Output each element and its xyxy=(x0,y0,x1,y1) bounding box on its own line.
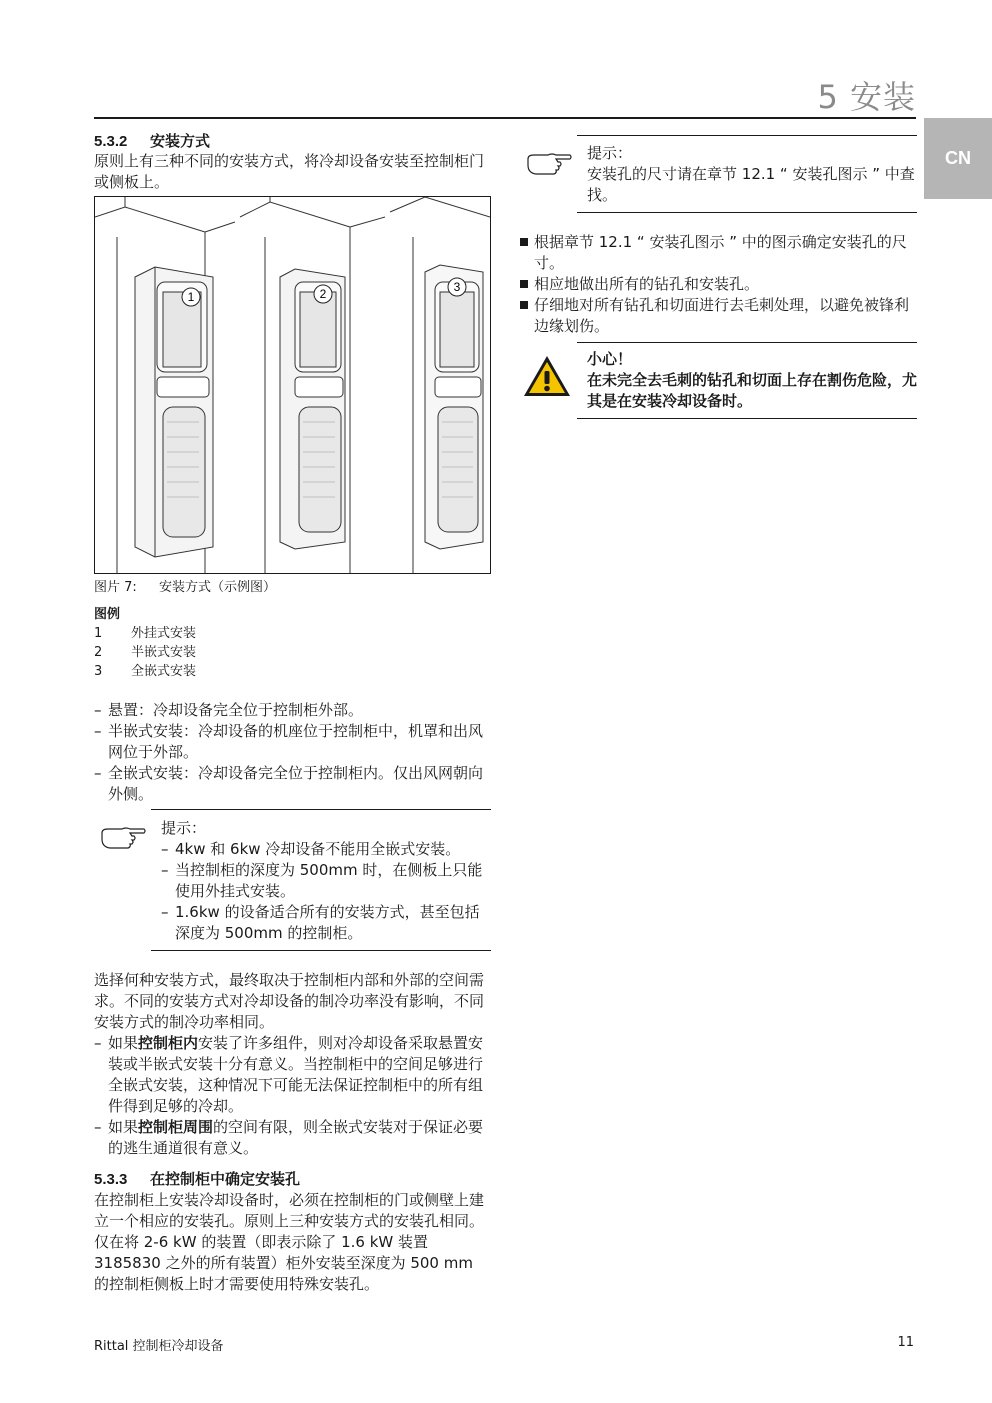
figure-caption xyxy=(94,578,490,597)
header-rule xyxy=(94,117,916,119)
legend xyxy=(94,605,490,681)
footer-left: Rittal 控制柜冷却设备 xyxy=(94,1339,224,1354)
note-list xyxy=(161,839,491,944)
figure-marker-1-label: 1 xyxy=(187,290,195,304)
list-item: – 4kw 和 6kw 冷却设备不能用全嵌式安装。 xyxy=(161,839,491,860)
note-title: 提示： xyxy=(161,819,207,837)
choice-paragraph: 选择何种安装方式，最终取决于控制柜内部和外部的空间需求。不同的安装方式对冷却设备的制冷功率没有影响，不同安装方式的制冷功率相同。 xyxy=(94,971,485,1031)
list-item: – 如果控制柜周围的空间有限，则全嵌式安装对于保证必要的逃生通道很有意义。 xyxy=(94,1117,490,1159)
list-item: – 当控制柜的深度为 500mm 时，在侧板上只能使用外挂式安装。 xyxy=(161,860,491,902)
list-item: 仔细地对所有钻孔和切面进行去毛刺处理，以避免被锋利边缘划伤。 xyxy=(520,295,917,337)
chapter-title: 5 安装 xyxy=(817,78,916,116)
note-text: 安装孔的尺寸请在章节 12.1 “ 安装孔图示 ” 中查找。 xyxy=(587,165,915,204)
warning-triangle-icon xyxy=(522,354,572,398)
language-tab[interactable]: CN xyxy=(924,118,992,199)
list-item: – 半嵌式安装：冷却设备的机座位于控制柜中，机罩和出风网位于外部。 xyxy=(94,721,490,763)
section-intro: 原则上有三种不同的安装方式，将冷却设备安装至控制柜门或侧板上。 xyxy=(94,152,485,191)
cabinet-3-outline xyxy=(390,197,490,573)
section-title: 安装方式 xyxy=(150,132,211,150)
note-box xyxy=(151,809,491,951)
steps-list xyxy=(520,232,917,337)
list-item: – 如果控制柜内安装了许多组件，则对冷却设备采取悬置安装或半嵌式安装十分有意义。当控制柜中的空间足够进行全嵌式安装，这种情况下可能无法保证控制柜中的所有组件得到足够的冷却。 xyxy=(94,1033,490,1117)
mounting-modes-list xyxy=(94,700,490,805)
cabinet-illustration xyxy=(95,197,490,573)
figure-marker-3-label: 3 xyxy=(453,280,461,294)
legend-item: 2 半嵌式安装 xyxy=(94,645,197,660)
pointing-hand-icon xyxy=(100,825,146,851)
caution-text: 在未完全去毛刺的钻孔和切面上存在割伤危险，尤其是在安装冷却设备时。 xyxy=(587,371,918,410)
section-5-3-2-heading xyxy=(94,130,210,151)
page-number: 11 xyxy=(897,1335,914,1350)
list-item: 根据章节 12.1 “ 安装孔图示 ” 中的图示确定安装孔的尺寸。 xyxy=(520,232,917,274)
section-number: 5.3.2 xyxy=(94,133,128,150)
caution-block xyxy=(520,342,917,419)
figure-caption-number: 图片 7: xyxy=(94,580,137,595)
choice-list xyxy=(94,1033,490,1159)
note-block xyxy=(94,809,491,951)
right-note-block xyxy=(520,135,917,213)
list-item: 相应地做出所有的钻孔和安装孔。 xyxy=(520,274,917,295)
cabinet-1-outline xyxy=(95,197,235,573)
legend-item: 3 全嵌式安装 xyxy=(94,664,197,679)
installation-figure xyxy=(94,196,491,574)
note-box xyxy=(577,135,917,213)
figure-caption-text: 安装方式（示例图） xyxy=(159,580,277,595)
section-5-3-3-body: 在控制柜上安装冷却设备时，必须在控制柜的门或侧壁上建立一个相应的安装孔。原则上三种安装方式的安装孔相同。仅在将 2-6 kW 的装置（即表示除了 1.6 kW 装置 3185830 之外的所有装置）柜外安装至深度为 500 mm 的控制柜侧板上时才需要使用特殊安装孔。 xyxy=(94,1191,485,1293)
pointing-hand-icon xyxy=(526,151,572,177)
list-item: – 全嵌式安装：冷却设备完全位于控制柜内。仅出风网朝向外侧。 xyxy=(94,763,490,805)
note-title: 提示： xyxy=(587,144,633,162)
section-number: 5.3.3 xyxy=(94,1171,128,1188)
section-5-3-3-heading xyxy=(94,1168,300,1189)
caution-box xyxy=(577,342,917,419)
figure-marker-2-label: 2 xyxy=(319,287,327,301)
legend-item: 1 外挂式安装 xyxy=(94,626,197,641)
section-title: 在控制柜中确定安装孔 xyxy=(150,1170,301,1188)
legend-title: 图例 xyxy=(94,607,121,622)
list-item: – 1.6kw 的设备适合所有的安装方式，甚至包括深度为 500mm 的控制柜。 xyxy=(161,902,491,944)
list-item: – 悬置：冷却设备完全位于控制柜外部。 xyxy=(94,700,490,721)
caution-title: 小心！ xyxy=(587,350,633,368)
cabinet-2-outline xyxy=(240,197,385,573)
